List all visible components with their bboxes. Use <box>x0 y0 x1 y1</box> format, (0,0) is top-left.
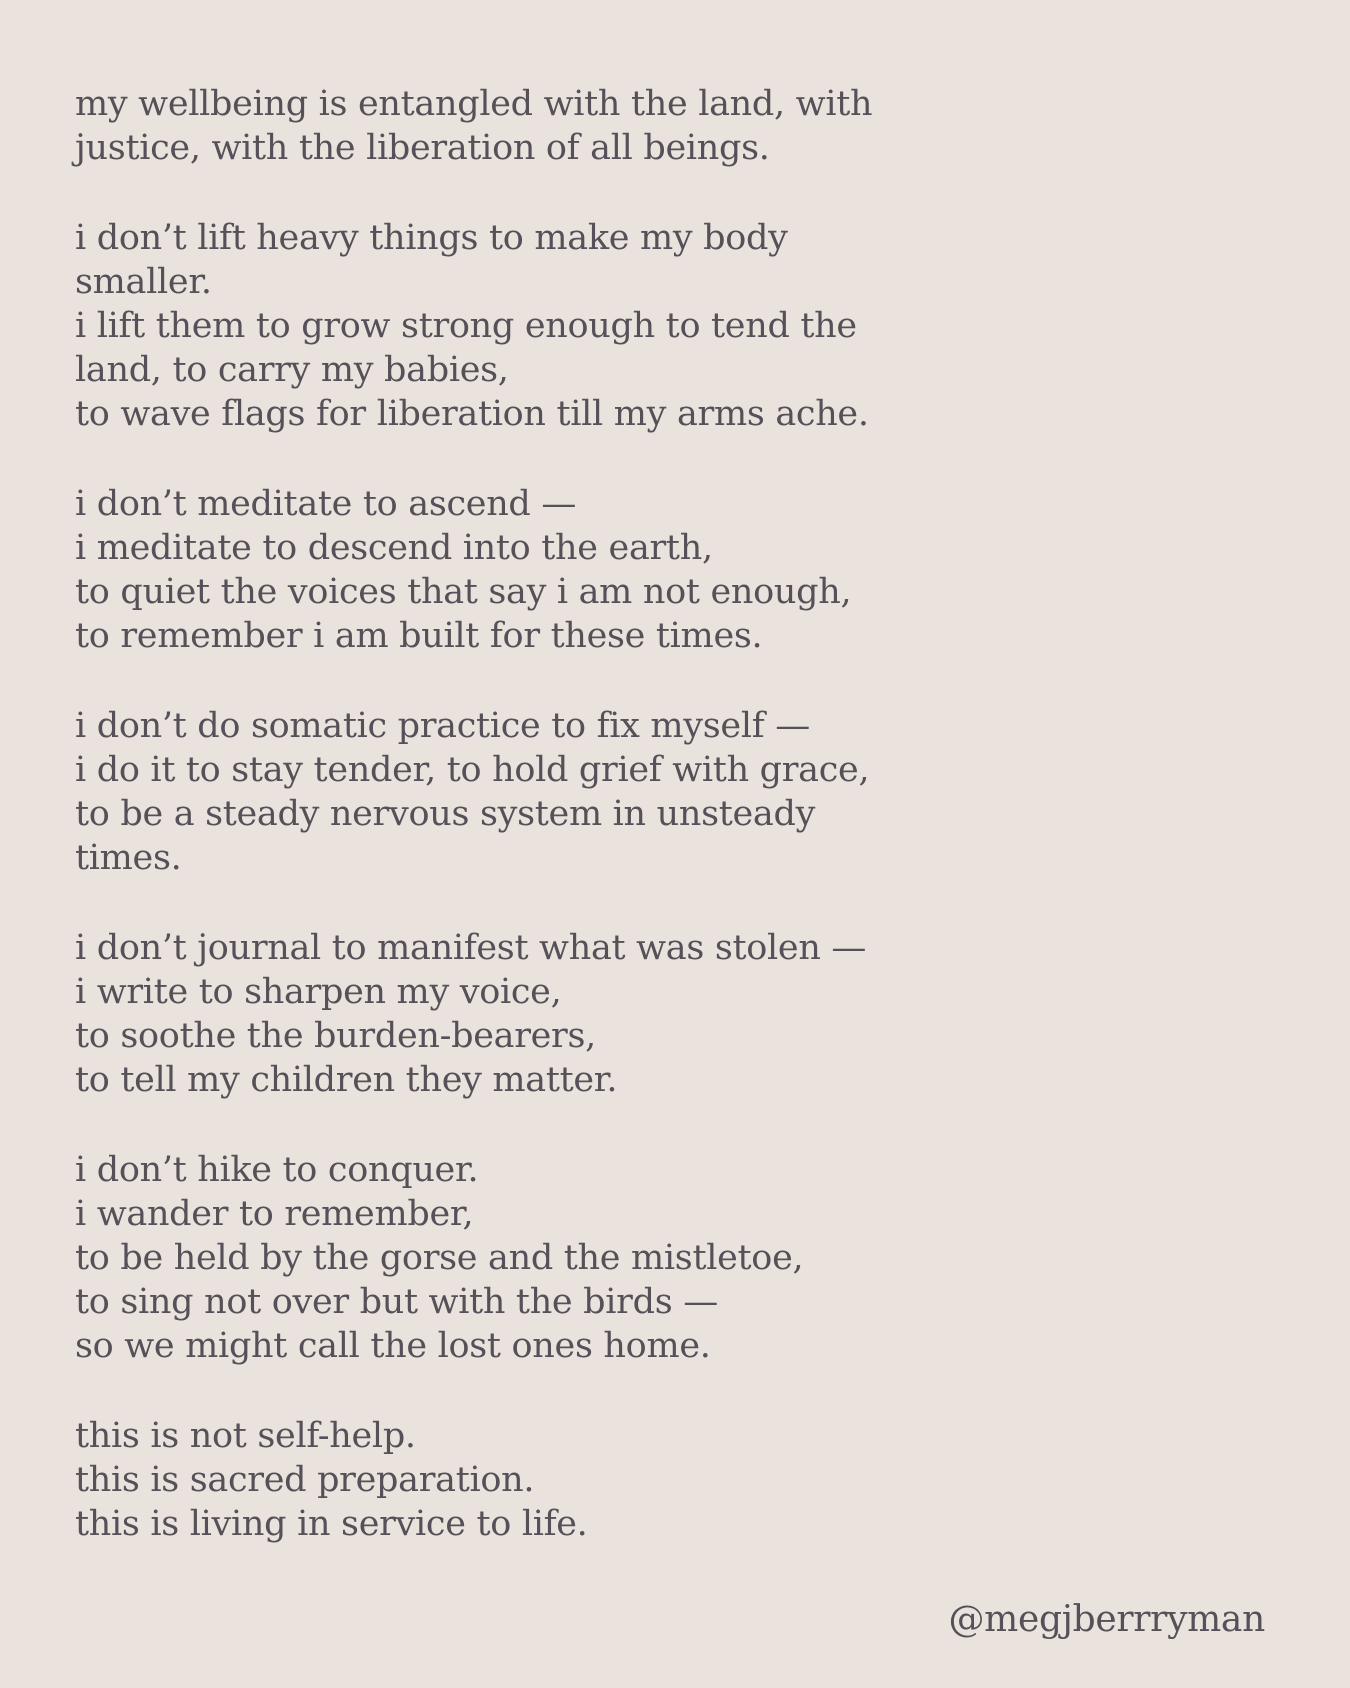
poem <box>75 82 1275 1546</box>
poem-line: i meditate to descend into the earth, <box>75 528 713 568</box>
poem-line: to sing not over but with the birds — <box>75 1282 718 1322</box>
poem-line: my wellbeing is entangled with the land, with <box>75 84 873 124</box>
stanza <box>75 704 1275 880</box>
stanza <box>75 82 1275 170</box>
author-handle: @megjberrryman <box>948 1599 1265 1640</box>
poem-line: to be held by the gorse and the mistletoe, <box>75 1238 804 1278</box>
poem-line: this is not self-help. <box>75 1416 416 1456</box>
poem-line: to be a steady nervous system in unsteady <box>75 794 816 834</box>
poem-line: i don’t meditate to ascend — <box>75 484 577 524</box>
poem-line: i don’t hike to conquer. <box>75 1150 479 1190</box>
poem-line: this is living in service to life. <box>75 1504 588 1544</box>
poem-line: this is sacred preparation. <box>75 1460 535 1500</box>
poem-line: i don’t lift heavy things to make my body <box>75 218 788 258</box>
poem-line: times. <box>75 838 182 878</box>
poem-line: to tell my children they matter. <box>75 1060 618 1100</box>
stanza <box>75 1148 1275 1368</box>
poem-line: land, to carry my babies, <box>75 350 509 390</box>
poem-line: i don’t journal to manifest what was stolen — <box>75 928 867 968</box>
stanza <box>75 216 1275 436</box>
poem-line: i wander to remember, <box>75 1194 474 1234</box>
stanza <box>75 926 1275 1102</box>
poem-line: i write to sharpen my voice, <box>75 972 562 1012</box>
poem-line: to quiet the voices that say i am not enough, <box>75 572 852 612</box>
poem-line: to soothe the burden-bearers, <box>75 1016 596 1056</box>
poem-line: to wave flags for liberation till my arms ache. <box>75 394 869 434</box>
poem-line: i don’t do somatic practice to fix myself — <box>75 706 810 746</box>
poem-line: smaller. <box>75 262 212 302</box>
poem-line: justice, with the liberation of all beings. <box>75 128 770 168</box>
stanza <box>75 1414 1275 1546</box>
poem-line: i do it to stay tender, to hold grief with grace, <box>75 750 870 790</box>
poem-line: i lift them to grow strong enough to tend the <box>75 306 857 346</box>
poem-line: to remember i am built for these times. <box>75 616 763 656</box>
stanza <box>75 482 1275 658</box>
poem-line: so we might call the lost ones home. <box>75 1326 711 1366</box>
